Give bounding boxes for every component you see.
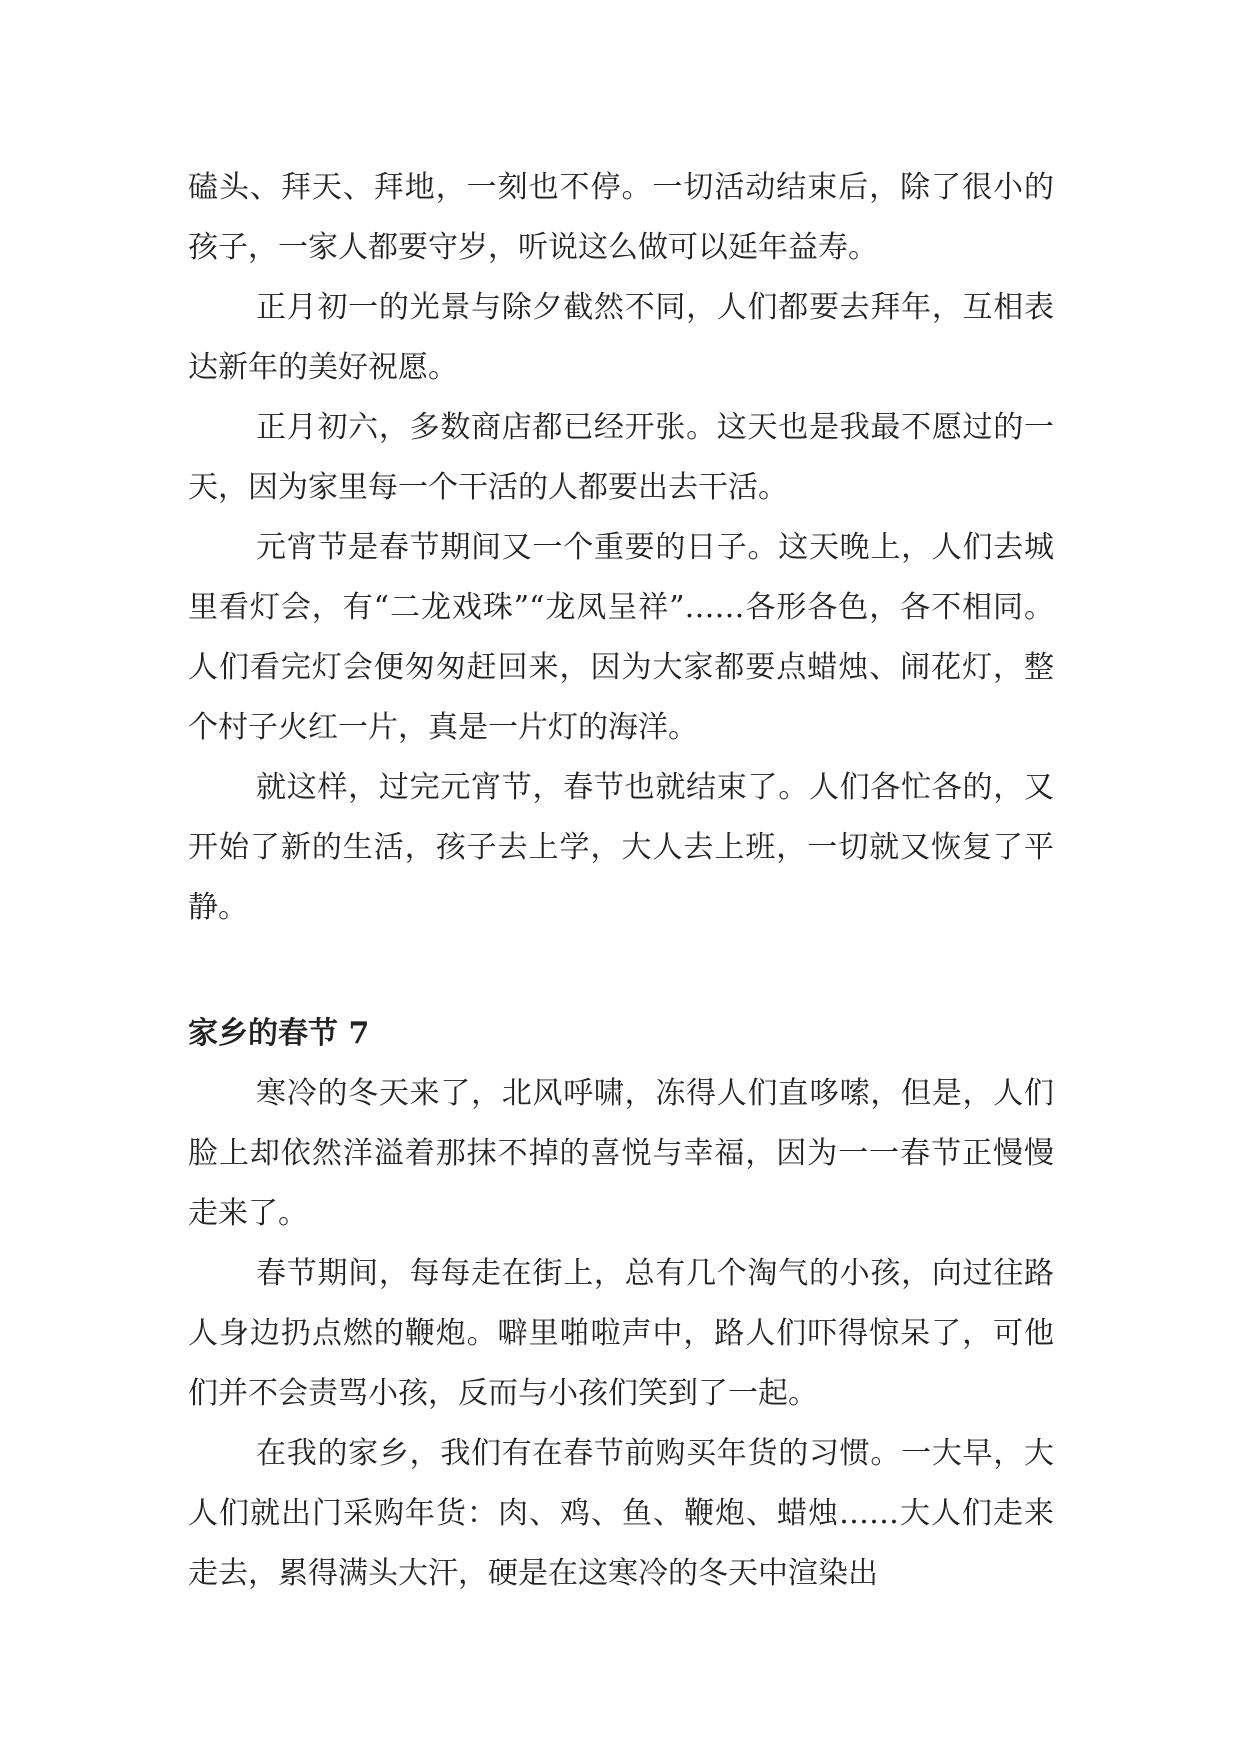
- paragraph-shopping: 在我的家乡，我们有在春节前购买年货的习惯。一大早，大人们就出门采购年货：肉、鸡、鱼、鞭炮、蜡烛……大人们走来走去，累得满头大汗，硬是在这寒冷的冬天中渲染出: [188, 1436, 1054, 1591]
- paragraph-firecrackers: 春节期间，每每走在街上，总有几个淘气的小孩，向过往路人身边扔点燃的鞭炮。噼里啪啦声中，路人们吓得惊呆了，可他们并不会责骂小孩，反而与小孩们笑到了一起。: [188, 1256, 1054, 1411]
- paragraph-winter: 寒冷的冬天来了，北风呼啸，冻得人们直哆嗦，但是，人们脸上却依然洋溢着那抹不掉的喜悦与幸福，因为一一春节正慢慢走来了。: [188, 1076, 1054, 1231]
- section-title: 家乡的春节 7: [188, 1016, 370, 1051]
- paragraph-sixth-day: 正月初六，多数商店都已经开张。这天也是我最不愿过的一天，因为家里每一个干活的人都要出去干活。: [188, 410, 1054, 505]
- paragraph-lantern-festival: 元宵节是春节期间又一个重要的日子。这天晚上，人们去城里看灯会，有“二龙戏珠”“龙凤呈祥”……各形各色，各不相同。人们看完灯会便匆匆赶回来，因为大家都要点蜡烛、闹花灯，整个村子火红一片，真是一片灯的海洋。: [188, 530, 1054, 745]
- paragraph-new-year-day: 正月初一的光景与除夕截然不同，人们都要去拜年，互相表达新年的美好祝愿。: [188, 290, 1054, 385]
- paragraph-continued: 磕头、拜天、拜地，一刻也不停。一切活动结束后，除了很小的孩子，一家人都要守岁，听说这么做可以延年益寿。: [188, 170, 1054, 265]
- paragraph-ending: 就这样，过完元宵节，春节也就结束了。人们各忙各的，又开始了新的生活，孩子去上学，大人去上班，一切就又恢复了平静。: [188, 770, 1054, 925]
- document-body: [188, 158, 1054, 1604]
